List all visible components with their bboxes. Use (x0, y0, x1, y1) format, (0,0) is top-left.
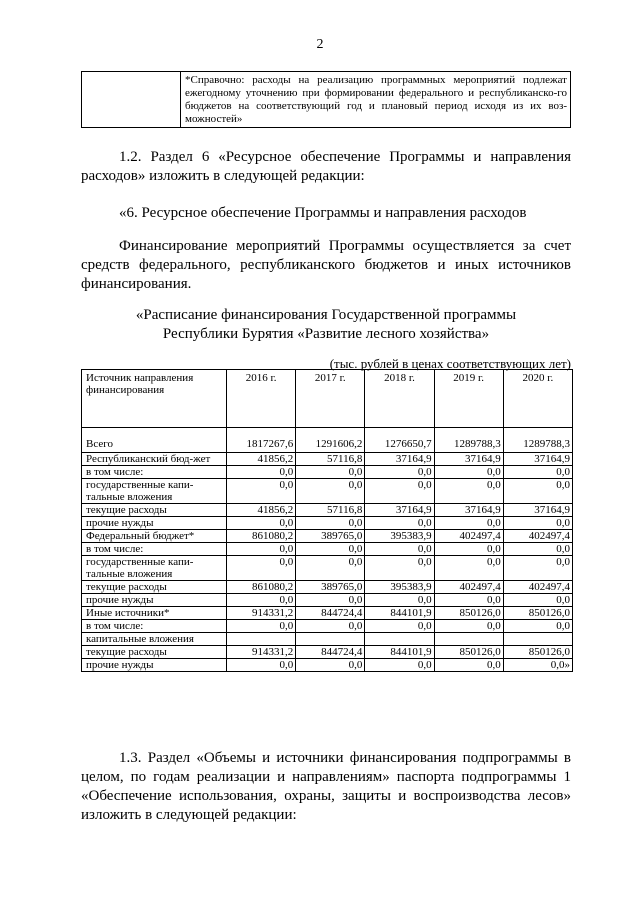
value-cell: 1276650,7 (365, 428, 434, 453)
value-cell: 37164,9 (365, 504, 434, 517)
row-label-cell: в том числе: (82, 620, 227, 633)
value-cell: 861080,2 (227, 581, 296, 594)
value-cell: 0,0 (365, 479, 434, 504)
value-cell: 0,0 (434, 543, 503, 556)
value-cell: 850126,0 (434, 607, 503, 620)
value-cell: 37164,9 (434, 504, 503, 517)
header-source: Источник направления финансирования (82, 370, 227, 428)
value-cell: 844101,9 (365, 646, 434, 659)
value-cell: 0,0 (296, 556, 365, 581)
value-cell: 0,0 (227, 517, 296, 530)
row-label-cell: Иные источники* (82, 607, 227, 620)
value-cell: 0,0 (365, 466, 434, 479)
table-row (82, 620, 573, 633)
value-cell: 844724,4 (296, 646, 365, 659)
note-empty-cell (82, 72, 181, 128)
value-cell: 0,0 (296, 620, 365, 633)
value-cell: 0,0 (434, 466, 503, 479)
value-cell: 0,0 (503, 517, 572, 530)
section-1-2-paragraph: 1.2. Раздел 6 «Ресурсное обеспечение Программы и направления расходов» изложить в следующей редакции: (81, 149, 571, 184)
value-cell: 0,0 (434, 620, 503, 633)
row-label-cell: государственные капи-тальные вложения (82, 556, 227, 581)
value-cell: 844724,4 (296, 607, 365, 620)
value-cell (434, 633, 503, 646)
table-row (82, 453, 573, 466)
table-row (82, 543, 573, 556)
value-cell: 0,0» (503, 659, 572, 672)
value-cell: 844101,9 (365, 607, 434, 620)
table-row (82, 428, 573, 453)
value-cell: 37164,9 (503, 453, 572, 466)
header-2019: 2019 г. (434, 370, 503, 428)
value-cell: 0,0 (227, 543, 296, 556)
value-cell: 37164,9 (434, 453, 503, 466)
page-number: 2 (316, 37, 324, 52)
row-label-cell: Всего (82, 428, 227, 453)
value-cell: 0,0 (227, 594, 296, 607)
row-label-cell: в том числе: (82, 543, 227, 556)
value-cell: 389765,0 (296, 530, 365, 543)
row-label-cell: Федеральный бюджет* (82, 530, 227, 543)
value-cell: 37164,9 (365, 453, 434, 466)
row-label-cell: Республиканский бюд-жет (82, 453, 227, 466)
row-label-cell: государственные капи-тальные вложения (82, 479, 227, 504)
value-cell: 850126,0 (503, 607, 572, 620)
value-cell: 41856,2 (227, 504, 296, 517)
header-2017: 2017 г. (296, 370, 365, 428)
table-row (82, 633, 573, 646)
value-cell: 0,0 (296, 594, 365, 607)
value-cell: 0,0 (227, 659, 296, 672)
value-cell: 0,0 (503, 594, 572, 607)
value-cell (296, 633, 365, 646)
header-2016: 2016 г. (227, 370, 296, 428)
reference-note-table (81, 71, 571, 128)
value-cell: 914331,2 (227, 607, 296, 620)
value-cell (365, 633, 434, 646)
value-cell: 395383,9 (365, 581, 434, 594)
value-cell: 402497,4 (503, 581, 572, 594)
table-row (82, 646, 573, 659)
table-row (82, 466, 573, 479)
row-label-cell: прочие нужды (82, 517, 227, 530)
value-cell: 57116,8 (296, 453, 365, 466)
value-cell: 850126,0 (503, 646, 572, 659)
value-cell: 0,0 (296, 517, 365, 530)
value-cell: 57116,8 (296, 504, 365, 517)
value-cell: 914331,2 (227, 646, 296, 659)
schedule-title-line-2: Республики Бурятия «Развитие лесного хозяйства» (162, 326, 490, 342)
value-cell: 0,0 (365, 556, 434, 581)
table-row (82, 479, 573, 504)
table-row (82, 594, 573, 607)
value-cell: 0,0 (434, 556, 503, 581)
value-cell: 0,0 (503, 543, 572, 556)
value-cell: 1289788,3 (503, 428, 572, 453)
value-cell: 0,0 (296, 479, 365, 504)
value-cell: 0,0 (434, 517, 503, 530)
units-note: (тыс. рублей в ценах соответствующих лет) (329, 356, 571, 371)
section-6-title: «6. Ресурсное обеспечение Программы и направления расходов (119, 205, 527, 221)
value-cell: 395383,9 (365, 530, 434, 543)
row-label-cell: капитальные вложения (82, 633, 227, 646)
table-row (82, 607, 573, 620)
header-2018: 2018 г. (365, 370, 434, 428)
reference-note-text: *Справочно: расходы на реализацию программных мероприятий подлежат ежегодному уточнению при формировании федерального и республиканско-го бюджетов на соответствующий год и плановый период исходя из их воз-можностей» (181, 72, 571, 128)
table-body (82, 428, 573, 672)
value-cell: 0,0 (365, 620, 434, 633)
value-cell: 861080,2 (227, 530, 296, 543)
value-cell: 41856,2 (227, 453, 296, 466)
value-cell: 402497,4 (434, 530, 503, 543)
value-cell: 1289788,3 (434, 428, 503, 453)
schedule-title-line-1: «Расписание финансирования Государственной программы (135, 307, 517, 323)
value-cell: 402497,4 (434, 581, 503, 594)
value-cell: 0,0 (503, 620, 572, 633)
table-header-row (82, 370, 573, 428)
value-cell: 0,0 (434, 479, 503, 504)
value-cell: 0,0 (227, 556, 296, 581)
value-cell: 0,0 (227, 479, 296, 504)
value-cell (227, 633, 296, 646)
value-cell: 0,0 (296, 543, 365, 556)
value-cell: 0,0 (503, 556, 572, 581)
row-label-cell: прочие нужды (82, 659, 227, 672)
value-cell: 0,0 (503, 479, 572, 504)
value-cell: 0,0 (365, 517, 434, 530)
value-cell: 0,0 (365, 659, 434, 672)
financing-schedule-table (81, 369, 573, 672)
row-label-cell: текущие расходы (82, 504, 227, 517)
value-cell: 0,0 (227, 466, 296, 479)
row-label-cell: в том числе: (82, 466, 227, 479)
table-row (82, 659, 573, 672)
value-cell: 0,0 (434, 659, 503, 672)
value-cell: 850126,0 (434, 646, 503, 659)
value-cell: 0,0 (503, 466, 572, 479)
value-cell: 0,0 (227, 620, 296, 633)
value-cell (503, 633, 572, 646)
value-cell: 0,0 (434, 594, 503, 607)
financing-paragraph: Финансирование мероприятий Программы осуществляется за счет средств федерального, республиканского бюджетов и иных источников финансирования. (81, 238, 571, 292)
value-cell: 0,0 (296, 659, 365, 672)
table-row (82, 530, 573, 543)
row-label-cell: прочие нужды (82, 594, 227, 607)
value-cell: 402497,4 (503, 530, 572, 543)
value-cell: 389765,0 (296, 581, 365, 594)
table-row (82, 504, 573, 517)
table-row (82, 556, 573, 581)
table-row (82, 517, 573, 530)
value-cell: 37164,9 (503, 504, 572, 517)
value-cell: 0,0 (296, 466, 365, 479)
row-label-cell: текущие расходы (82, 646, 227, 659)
row-label-cell: текущие расходы (82, 581, 227, 594)
section-1-3-paragraph: 1.3. Раздел «Объемы и источники финансирования подпрограммы в целом, по годам реализации и направлениям» паспорта подпрограммы 1 «Обеспечение использования, охраны, защиты и воспроизводства лесов» изложить в следующей редакции: (81, 750, 571, 823)
value-cell: 0,0 (365, 543, 434, 556)
value-cell: 1291606,2 (296, 428, 365, 453)
table-row (82, 581, 573, 594)
value-cell: 1817267,6 (227, 428, 296, 453)
value-cell: 0,0 (365, 594, 434, 607)
header-2020: 2020 г. (503, 370, 572, 428)
